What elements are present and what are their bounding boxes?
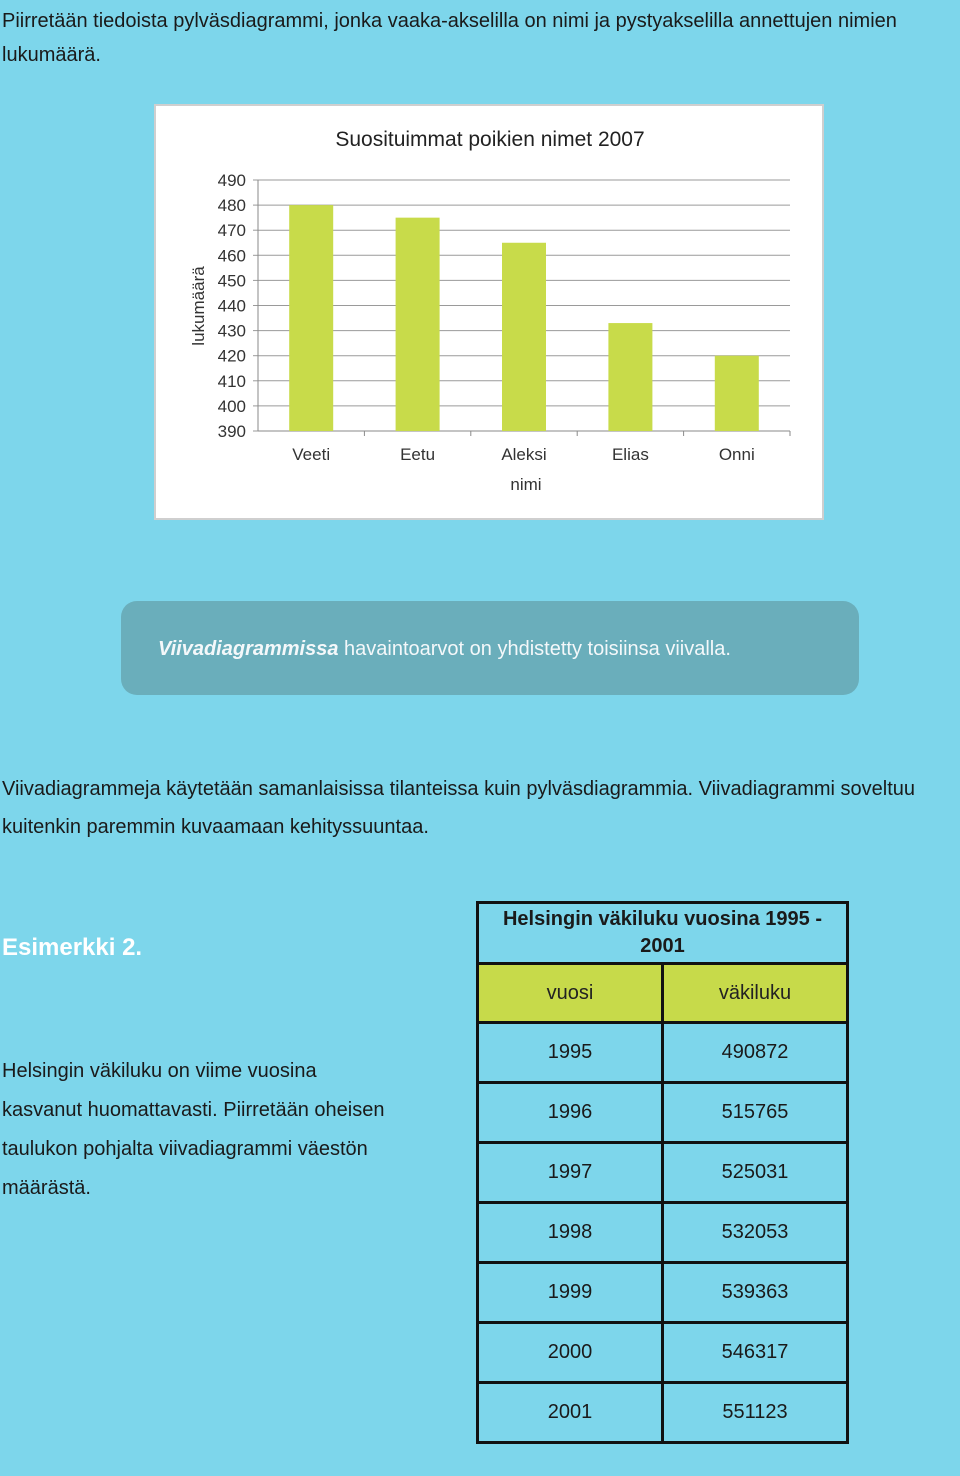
table-row	[478, 1203, 848, 1263]
year-cell: 2000	[478, 1323, 663, 1383]
y-tick-label: 490	[217, 171, 246, 190]
chart-title: Suosituimmat poikien nimet 2007	[335, 128, 645, 151]
example-heading: Esimerkki 2.	[2, 934, 143, 961]
population-cell: 490872	[663, 1023, 848, 1083]
table-header-population: väkiluku	[663, 964, 848, 1023]
example-text: Helsingin väkiluku on viime vuosina kasvanut huomattavasti. Piirretään oheisen taulukon pohjalta viivadiagrammi väestön määrästä.	[2, 1060, 385, 1199]
table-row	[478, 1263, 848, 1323]
table-row	[478, 1383, 848, 1443]
y-tick-label: 440	[217, 296, 246, 316]
population-cell: 539363	[663, 1263, 848, 1323]
population-cell: 551123	[663, 1383, 848, 1443]
y-tick-label: 450	[217, 271, 246, 291]
year-cell: 1999	[478, 1263, 663, 1323]
y-tick-label: 480	[217, 196, 246, 216]
callout-text	[158, 638, 731, 661]
population-cell: 525031	[663, 1143, 848, 1203]
y-tick-label: 400	[217, 396, 246, 416]
population-cell: 515765	[663, 1083, 848, 1143]
y-tick-label: 420	[217, 346, 246, 366]
definition-callout	[121, 601, 859, 695]
callout-rest: havaintoarvot on yhdistetty toisiinsa viivalla.	[344, 638, 731, 660]
y-axis-label: lukumäärä	[189, 266, 208, 346]
x-axis-label: nimi	[510, 475, 542, 494]
bar-elias	[608, 323, 652, 431]
population-cell: 532053	[663, 1203, 848, 1263]
bar-chart	[154, 104, 824, 520]
year-cell: 1995	[478, 1023, 663, 1083]
table-title: Helsingin väkiluku vuosina 1995 - 2001	[478, 903, 848, 964]
bar-eetu	[396, 218, 440, 431]
year-cell: 1998	[478, 1203, 663, 1263]
population-table	[476, 901, 849, 1444]
x-tick-label: Aleksi	[501, 445, 547, 464]
x-tick-label: Onni	[718, 445, 755, 464]
table-row	[478, 1083, 848, 1143]
year-cell: 1997	[478, 1143, 663, 1203]
year-cell: 1996	[478, 1083, 663, 1143]
table-header-year: vuosi	[478, 964, 663, 1023]
body-paragraph: Viivadiagrammeja käytetään samanlaisissa tilanteissa kuin pylväsdiagrammia. Viivadiagrammi soveltuu kuitenkin paremmin kuvaamaan kehityssuuntaa.	[2, 778, 916, 838]
y-tick-label: 410	[217, 371, 246, 391]
x-tick-label: Eetu	[400, 445, 436, 464]
y-tick-label: 390	[217, 422, 246, 441]
bar-onni	[715, 356, 759, 431]
table-row	[478, 1323, 848, 1383]
population-cell: 546317	[663, 1323, 848, 1383]
callout-emphasis: Viivadiagrammissa	[158, 638, 339, 660]
intro-text: Piirretään tiedoista pylväsdiagrammi, jonka vaaka-akselilla on nimi ja pystyakselilla annettujen nimien lukumäärä.	[2, 10, 897, 66]
y-tick-label: 460	[217, 246, 246, 266]
bar-veeti	[289, 205, 333, 431]
bar-chart-svg	[156, 106, 822, 518]
y-tick-label: 430	[217, 321, 246, 341]
x-tick-label: Elias	[611, 445, 649, 464]
table-row	[478, 1023, 848, 1083]
year-cell: 2001	[478, 1383, 663, 1443]
table-row	[478, 1143, 848, 1203]
x-tick-label: Veeti	[292, 445, 331, 464]
y-tick-label: 470	[217, 221, 246, 241]
bar-aleksi	[502, 243, 546, 431]
